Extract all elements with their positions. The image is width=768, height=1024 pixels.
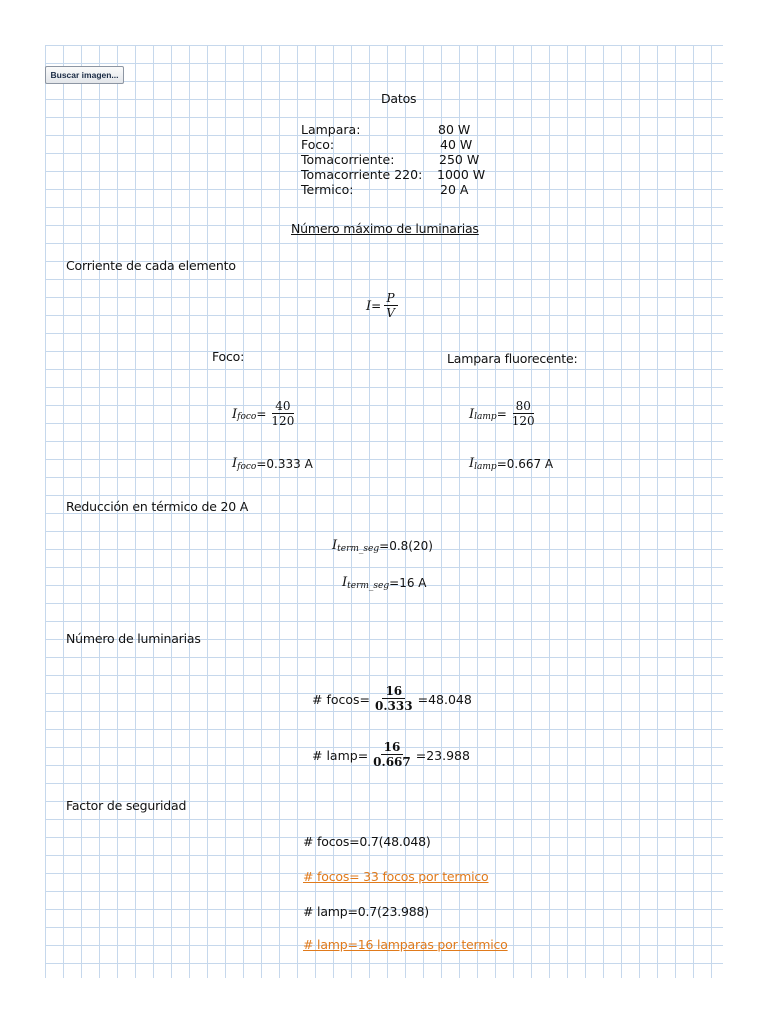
datos-label: Tomacorriente 220: xyxy=(301,167,423,182)
datos-label: Foco: xyxy=(301,137,335,152)
factor-line-1: # focos=0.7(48.048) xyxy=(303,834,431,849)
eq-num: 40 xyxy=(272,399,293,414)
formula-i-p-v xyxy=(366,291,400,321)
eq-num: 16 xyxy=(382,684,405,699)
focos-eq xyxy=(312,684,472,714)
datos-heading: Datos xyxy=(381,91,417,106)
eq-sub: lamp xyxy=(474,461,497,472)
foco-eq1 xyxy=(232,399,299,429)
eq-fraction xyxy=(370,740,414,770)
eq-fraction xyxy=(268,399,297,429)
eq-lhs: I xyxy=(232,456,238,471)
eq-num: 80 xyxy=(513,399,534,414)
eq-rest: =23.988 xyxy=(415,747,470,763)
eq-sign: = xyxy=(256,407,267,421)
eq-sub: term_seg xyxy=(337,543,380,554)
eq-den: 0.667 xyxy=(373,755,411,769)
eq-den: 0.333 xyxy=(375,699,413,713)
datos-value: 1000 W xyxy=(437,167,486,182)
eq-den: 120 xyxy=(511,414,535,428)
term-eq1 xyxy=(332,538,433,553)
eq-sub: term_seg xyxy=(347,580,390,591)
eq-lhs: I xyxy=(232,406,238,422)
reduccion-heading: Reducción en térmico de 20 A xyxy=(66,499,249,514)
foco-eq2 xyxy=(232,456,313,471)
formula-lhs: I xyxy=(366,298,372,314)
eq-sub: foco xyxy=(237,461,257,472)
datos-value: 20 A xyxy=(440,182,469,197)
datos-label: Lampara: xyxy=(301,122,361,137)
eq-lhs: I xyxy=(332,538,338,553)
formula-num: P xyxy=(384,291,398,306)
factor-line-3: # lamp=0.7(23.988) xyxy=(303,904,429,919)
datos-value: 250 W xyxy=(439,152,480,167)
foco-label: Foco: xyxy=(212,349,245,364)
eq-lhs: I xyxy=(469,456,475,471)
factor-heading: Factor de seguridad xyxy=(66,798,187,813)
section-title: Número máximo de luminarias xyxy=(291,221,479,236)
term-eq2 xyxy=(342,575,427,590)
eq-lhs: I xyxy=(469,406,475,422)
eq-sub: lamp xyxy=(474,412,497,422)
numero-heading: Número de luminarias xyxy=(66,631,201,646)
lamp-eq1 xyxy=(469,399,540,429)
formula-fraction xyxy=(383,291,398,321)
eq-den: 120 xyxy=(271,414,295,428)
eq-rest: =0.667 A xyxy=(496,456,554,471)
datos-label: Tomacorriente: xyxy=(301,152,395,167)
lampara-label: Lampara fluorecente: xyxy=(447,351,578,366)
lamp-eq2 xyxy=(469,456,553,471)
eq-lhs: # lamp= xyxy=(312,747,369,763)
formula-eq: = xyxy=(371,299,382,313)
eq-rest: =48.048 xyxy=(417,691,472,707)
eq-rest: =16 A xyxy=(389,575,427,590)
eq-lhs: # focos= xyxy=(312,691,371,707)
factor-result-focos: # focos= 33 focos por termico xyxy=(303,869,489,884)
eq-num: 16 xyxy=(381,740,404,755)
eq-rest: =0.8(20) xyxy=(379,538,433,553)
eq-lhs: I xyxy=(342,575,348,590)
eq-fraction xyxy=(372,684,416,714)
eq-rest: =0.333 A xyxy=(256,456,313,471)
eq-fraction xyxy=(509,399,538,429)
eq-sign: = xyxy=(496,407,507,421)
datos-value: 80 W xyxy=(438,122,471,137)
lamp-count-eq xyxy=(312,740,470,770)
corriente-heading: Corriente de cada elemento xyxy=(66,258,236,273)
search-image-button[interactable]: Buscar imagen... xyxy=(45,66,124,84)
eq-sub: foco xyxy=(237,412,257,422)
datos-value: 40 W xyxy=(440,137,473,152)
factor-result-lamp: # lamp=16 lamparas por termico xyxy=(303,937,508,952)
datos-label: Termico: xyxy=(301,182,354,197)
formula-den: V xyxy=(386,306,395,320)
